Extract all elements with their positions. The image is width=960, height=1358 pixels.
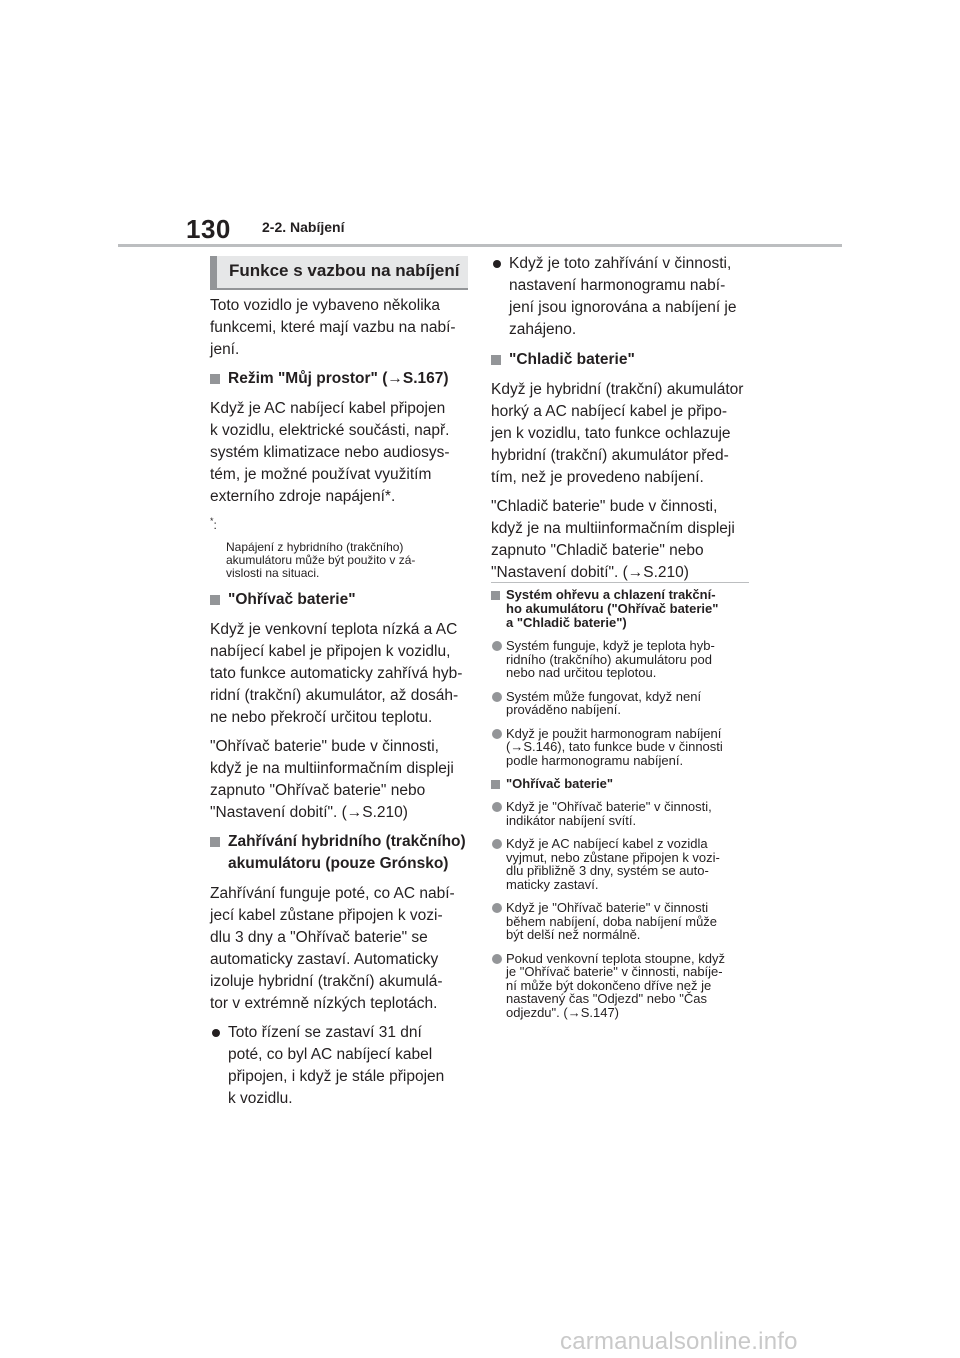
heater-note-heading <box>491 777 753 791</box>
list-item-text: Když je "Ohřívač baterie" v činnosti, indikátor nabíjení svítí. <box>506 799 712 828</box>
heater-paragraph: Když je venkovní teplota nízká a AC nabíjecí kabel je připojen k vozidlu, tato funkce automaticky zahřívá hyb- ridní (trakční) akumulátor, až dosáh- ne nebo překročí určitou teplotu. <box>210 621 463 726</box>
list-item-text: Když je AC nabíjecí kabel z vozidla vyjmut, nebo zůstane připojen k vozi- dlu přibližně 3 dny, systém se auto- maticky zastaví. <box>506 836 720 892</box>
circle-bullet-icon <box>492 729 502 739</box>
warming-bullet-text: Toto řízení se zastaví 31 dní poté, co byl AC nabíjecí kabel připojen, i když je stále připojen k vozidlu. <box>228 1024 445 1107</box>
list-item-text: Systém může fungovat, když není prováděno nabíjení. <box>506 688 702 717</box>
warming-heading-text: Zahřívání hybridního (trakčního) akumulátoru (pouze Grónsko) <box>228 833 466 872</box>
section-title: Funkce s vazbou na nabíjení <box>229 261 460 280</box>
heater-heading-text: "Ohřívač baterie" <box>228 591 356 608</box>
list-item <box>491 727 753 768</box>
list-item-text: Když je použit harmonogram nabíjení (→S.146), tato funkce bude v činnosti podle harmonogramu nabíjení. <box>506 725 723 768</box>
warming-note-text: Když je toto zahřívání v činnosti, nastavení harmonogramu nabí- jení jsou ignorována a nabíjení je zahájeno. <box>509 255 737 338</box>
footnote <box>210 515 476 580</box>
warming-heading <box>210 831 476 875</box>
bullet-dot-icon <box>493 260 501 268</box>
square-bullet-icon <box>491 591 500 600</box>
circle-bullet-icon <box>492 802 502 812</box>
footnote-mark: *: <box>210 516 217 532</box>
cooler-paragraph: Když je hybridní (trakční) akumulátor horký a AC nabíjecí kabel je připo- jen k vozidlu, tato funkce ochlazuje hybridní (trakční) akumulátor před- tím, než je provedeno nabíjení. <box>491 381 744 486</box>
square-bullet-icon <box>491 780 500 789</box>
title-underline <box>210 288 468 290</box>
list-item-text: Systém funguje, když je teplota hyb- ridního (trakčního) akumulátoru pod nebo nad určitou teplotou. <box>506 638 715 680</box>
cooler-heading-text: "Chladič baterie" <box>509 351 635 368</box>
list-item <box>491 690 753 717</box>
heater-note-heading-text: "Ohřívač baterie" <box>506 776 613 791</box>
warming-paragraph: Zahřívání funguje poté, co AC nabí- jecí kabel zůstane připojen k vozi- dlu 3 dny a "Ohřívač baterie" se automaticky zastaví. Automaticky izoluje hybridní (trakční) akumulá- tor v extrémně nízkých teplotách. <box>210 885 455 1012</box>
circle-bullet-icon <box>492 954 502 964</box>
warming-bullet <box>210 1022 476 1110</box>
watermark: carmanualsonline.info <box>560 1328 798 1355</box>
circle-bullet-icon <box>492 641 502 651</box>
right-column <box>491 253 757 591</box>
square-bullet-icon <box>491 355 501 365</box>
left-column <box>210 295 476 1118</box>
square-bullet-icon <box>210 595 220 605</box>
mode-paragraph: Když je AC nabíjecí kabel připojen k vozidlu, elektrické součásti, např. systém klimatizace nebo audiosys- tém, je možné používat využitím externího zdroje napájení*. <box>210 400 450 505</box>
intro-paragraph: Toto vozidlo je vybaveno několika funkcemi, které mají vazbu na nabí- jení. <box>210 297 456 358</box>
section-title-box <box>210 256 468 288</box>
circle-bullet-icon <box>492 692 502 702</box>
header-divider <box>118 244 842 247</box>
circle-bullet-icon <box>492 903 502 913</box>
circle-bullet-icon <box>492 839 502 849</box>
list-item <box>491 837 753 891</box>
warming-note-bullet <box>491 253 757 341</box>
list-item <box>491 901 753 942</box>
list-item <box>491 639 753 680</box>
notes-divider <box>491 582 749 583</box>
square-bullet-icon <box>210 374 220 384</box>
list-item <box>491 800 753 827</box>
cooler-paragraph-2: "Chladič baterie" bude v činnosti, když je na multiinformačním displeji zapnuto "Chladič baterie" nebo "Nastavení dobití". (→S.210) <box>491 498 735 581</box>
bullet-dot-icon <box>212 1029 220 1037</box>
heater-paragraph-2: "Ohřívač baterie" bude v činnosti, když je na multiinformačním displeji zapnuto "Ohřívač baterie" nebo "Nastavení dobití". (→S.210) <box>210 738 454 821</box>
system-note-heading-text: Systém ohřevu a chlazení trakční- ho akumulátoru ("Ohřívač baterie" a "Chladič baterie") <box>506 587 719 630</box>
heater-heading <box>210 589 476 611</box>
mode-heading <box>210 368 476 390</box>
mode-heading-text: Režim "Můj prostor" (→S.167) <box>228 370 449 387</box>
page-number: 130 <box>186 214 231 244</box>
cooler-heading <box>491 349 757 371</box>
section-label: 2-2. Nabíjení <box>262 219 345 235</box>
list-item-text: Když je "Ohřívač baterie" v činnosti během nabíjení, doba nabíjení může být delší než normálně. <box>506 900 718 942</box>
footnote-text: Napájení z hybridního (trakčního) akumulátoru může být použito v zá- vislosti na situaci. <box>226 540 416 580</box>
square-bullet-icon <box>210 837 220 847</box>
system-note-heading <box>491 588 753 630</box>
notes-section <box>491 588 753 1029</box>
list-item <box>491 952 753 1020</box>
list-item-text: Pokud venkovní teplota stoupne, když je "Ohřívač baterie" v činnosti, nabíje- ní může být dokončeno dříve než je nastavený čas "Odjezd" nebo "Čas odjezdu". (→S.147) <box>506 950 725 1020</box>
